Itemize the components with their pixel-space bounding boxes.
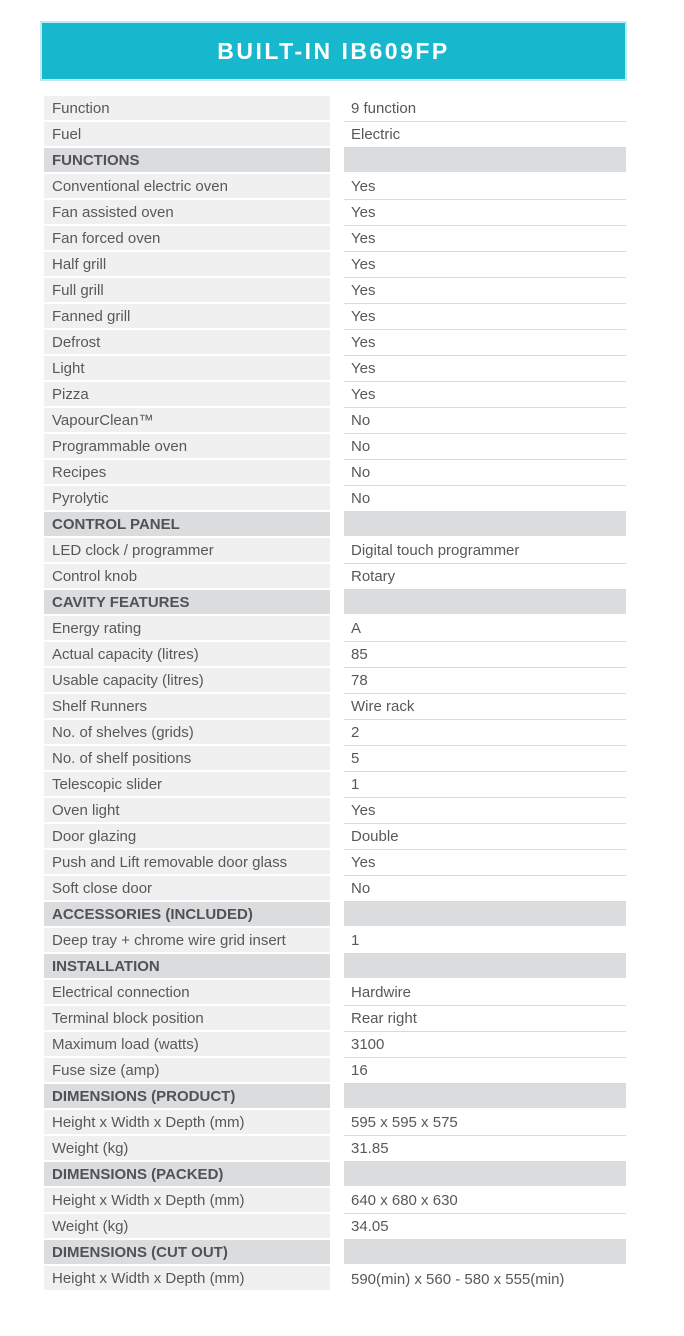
spec-label-cell: Control knob (44, 564, 330, 590)
spec-label-cell: Fuse size (amp) (44, 1058, 330, 1084)
section-header-cell: CONTROL PANEL (44, 512, 330, 538)
spec-label-cell: Weight (kg) (44, 1136, 330, 1162)
spec-value-cell: No (344, 408, 626, 434)
section-header-cell: DIMENSIONS (PRODUCT) (44, 1084, 330, 1110)
spec-label-cell: Pizza (44, 382, 330, 408)
spec-label-cell: Maximum load (watts) (44, 1032, 330, 1058)
spec-label-cell: Telescopic slider (44, 772, 330, 798)
spec-value-cell: No (344, 460, 626, 486)
spec-value-cell: No (344, 876, 626, 902)
spec-label-cell: Height x Width x Depth (mm) (44, 1188, 330, 1214)
section-header-fill (344, 590, 626, 616)
section-header-fill (344, 512, 626, 538)
spec-label-cell: Full grill (44, 278, 330, 304)
spec-value-cell: Yes (344, 304, 626, 330)
spec-label-cell: Fan assisted oven (44, 200, 330, 226)
spec-label-cell: Door glazing (44, 824, 330, 850)
spec-label-cell: Shelf Runners (44, 694, 330, 720)
spec-label-cell: Oven light (44, 798, 330, 824)
spec-value-cell: 9 function (344, 96, 626, 122)
section-header-fill (344, 954, 626, 980)
spec-label-cell: Fanned grill (44, 304, 330, 330)
spec-value-cell: Yes (344, 174, 626, 200)
spec-label-cell: Weight (kg) (44, 1214, 330, 1240)
spec-value-cell: Yes (344, 226, 626, 252)
spec-value-cell: 78 (344, 668, 626, 694)
section-header-cell: CAVITY FEATURES (44, 590, 330, 616)
section-header-fill (344, 1240, 626, 1266)
section-header-cell: INSTALLATION (44, 954, 330, 980)
spec-value-cell: Yes (344, 850, 626, 876)
spec-label-cell: Soft close door (44, 876, 330, 902)
spec-label-cell: Function (44, 96, 330, 122)
spec-label-cell: Height x Width x Depth (mm) (44, 1110, 330, 1136)
spec-label-cell: Push and Lift removable door glass (44, 850, 330, 876)
spec-label-cell: Fuel (44, 122, 330, 148)
spec-value-cell: A (344, 616, 626, 642)
spec-value-cell: Rear right (344, 1006, 626, 1032)
spec-value-cell: 3100 (344, 1032, 626, 1058)
spec-value-cell: Yes (344, 798, 626, 824)
section-header-fill (344, 148, 626, 174)
spec-value-cell: 16 (344, 1058, 626, 1084)
section-header-cell: DIMENSIONS (CUT OUT) (44, 1240, 330, 1266)
spec-value-cell: 85 (344, 642, 626, 668)
spec-value-cell: 2 (344, 720, 626, 746)
spec-label-cell: Recipes (44, 460, 330, 486)
spec-label-cell: Usable capacity (litres) (44, 668, 330, 694)
spec-value-cell: 34.05 (344, 1214, 626, 1240)
spec-label-cell: Pyrolytic (44, 486, 330, 512)
spec-label-cell: Defrost (44, 330, 330, 356)
spec-value-cell: 31.85 (344, 1136, 626, 1162)
spec-label-cell: Half grill (44, 252, 330, 278)
product-title: BUILT-IN IB609FP (217, 37, 450, 64)
spec-label-cell: Fan forced oven (44, 226, 330, 252)
spec-label-cell: Deep tray + chrome wire grid insert (44, 928, 330, 954)
spec-label-cell: Light (44, 356, 330, 382)
section-header-cell: ACCESSORIES (INCLUDED) (44, 902, 330, 928)
spec-value-cell: Wire rack (344, 694, 626, 720)
spec-value-cell: 1 (344, 772, 626, 798)
spec-label-cell: Terminal block position (44, 1006, 330, 1032)
spec-value-cell: 595 x 595 x 575 (344, 1110, 626, 1136)
section-header-fill (344, 902, 626, 928)
spec-label-cell: Programmable oven (44, 434, 330, 460)
spec-value-cell: 1 (344, 928, 626, 954)
spec-table (44, 96, 626, 1292)
spec-value-cell: Double (344, 824, 626, 850)
section-header-fill (344, 1162, 626, 1188)
section-header-cell: FUNCTIONS (44, 148, 330, 174)
spec-value-cell: No (344, 486, 626, 512)
spec-label-cell: No. of shelves (grids) (44, 720, 330, 746)
product-title-bar (42, 23, 625, 79)
spec-value-cell: 640 x 680 x 630 (344, 1188, 626, 1214)
section-header-cell: DIMENSIONS (PACKED) (44, 1162, 330, 1188)
spec-value-cell: Yes (344, 330, 626, 356)
spec-value-cell: Yes (344, 252, 626, 278)
spec-value-cell: Hardwire (344, 980, 626, 1006)
spec-label-cell: Height x Width x Depth (mm) (44, 1266, 330, 1292)
spec-value-cell: 590(min) x 560 - 580 x 555(min) (344, 1266, 626, 1292)
spec-label-cell: Actual capacity (litres) (44, 642, 330, 668)
spec-value-cell: Yes (344, 356, 626, 382)
spec-label-cell: Energy rating (44, 616, 330, 642)
spec-value-cell: No (344, 434, 626, 460)
spec-value-cell: 5 (344, 746, 626, 772)
spec-label-cell: Electrical connection (44, 980, 330, 1006)
spec-value-cell: Yes (344, 382, 626, 408)
spec-value-cell: Electric (344, 122, 626, 148)
spec-label-cell: Conventional electric oven (44, 174, 330, 200)
spec-label-cell: No. of shelf positions (44, 746, 330, 772)
spec-value-cell: Digital touch programmer (344, 538, 626, 564)
spec-value-cell: Yes (344, 200, 626, 226)
section-header-fill (344, 1084, 626, 1110)
spec-value-cell: Rotary (344, 564, 626, 590)
spec-label-cell: VapourClean™ (44, 408, 330, 434)
spec-label-cell: LED clock / programmer (44, 538, 330, 564)
spec-value-cell: Yes (344, 278, 626, 304)
